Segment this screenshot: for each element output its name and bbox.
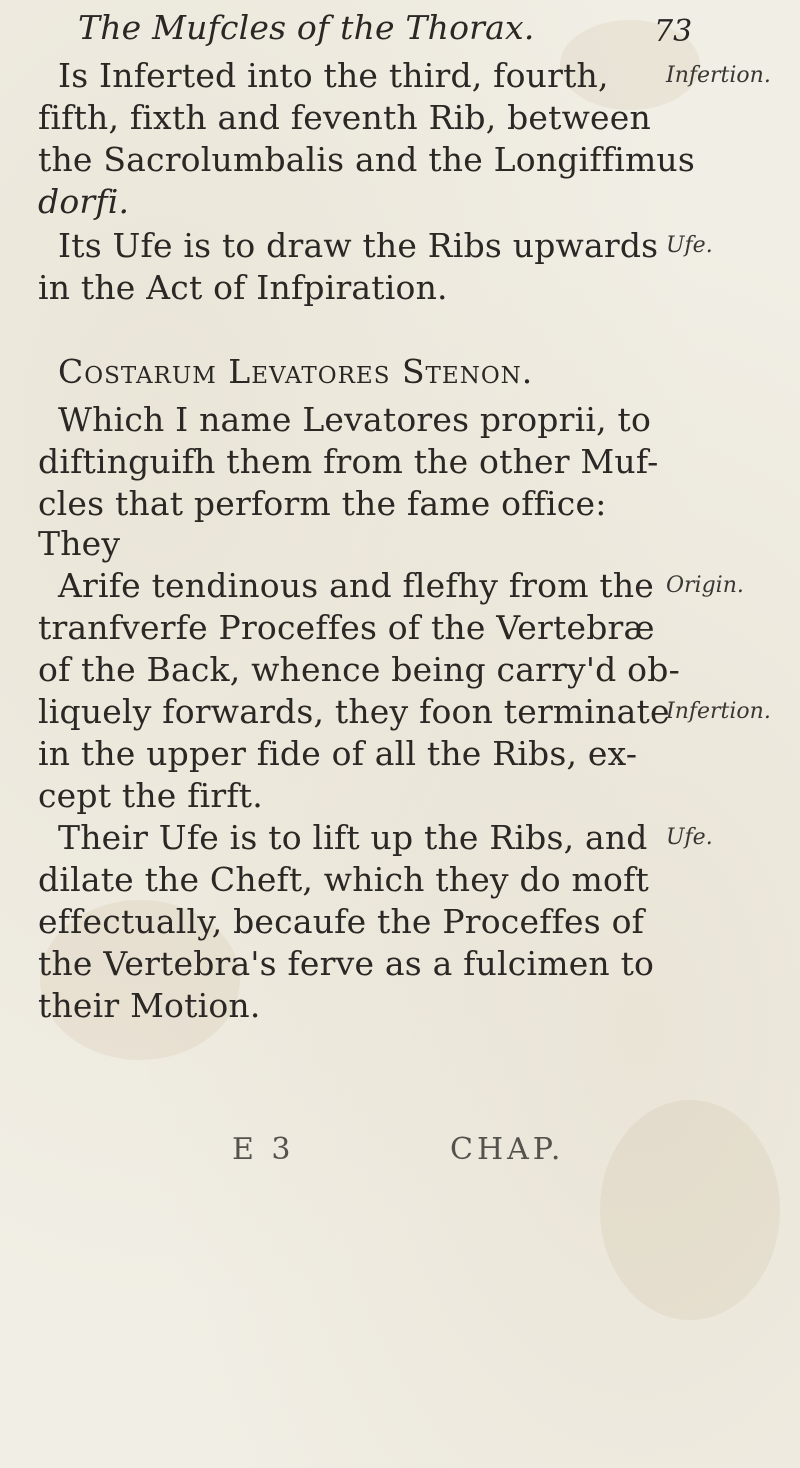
text-line: Its Ufe is to draw the Ribs upwards [58, 226, 659, 265]
text-line: Their Ufe is to lift up the Ribs, and [58, 818, 648, 857]
text-line: They [38, 524, 121, 563]
text-line: tranfverfe Proceffes of the Vertebræ [38, 608, 655, 647]
margin-note: Infertion. [666, 699, 771, 724]
text-line: in the Act of Infpiration. [38, 268, 448, 307]
text-line: in the upper fide of all the Ribs, ex- [38, 734, 638, 773]
margin-note: Ufe. [666, 825, 713, 850]
text-line: dorfi. [38, 182, 130, 221]
margin-note: Origin. [666, 573, 744, 598]
margin-note: Infertion. [666, 63, 771, 88]
text-line: Is Inferted into the third, fourth, [58, 56, 609, 95]
text-line: Arife tendinous and flefhy from the [58, 566, 655, 605]
text-line: the Vertebra's ferve as a fulcimen to [38, 944, 655, 983]
text-line: their Motion. [38, 986, 261, 1025]
text-line: of the Back, whence being carry'd ob- [38, 650, 680, 689]
margin-note: Ufe. [666, 233, 713, 258]
text-line: cles that perform the fame office: [38, 484, 607, 523]
catchword: CHAP. [450, 1132, 565, 1167]
text-line: dilate the Cheft, which they do moft [38, 860, 649, 899]
text-line: diftinguifh them from the other Muf- [38, 442, 659, 481]
signature-mark: E 3 [232, 1132, 295, 1167]
text-line: effectually, becaufe the Proceffes of [38, 902, 645, 941]
page-number: 73 [654, 14, 693, 49]
paper-stain [600, 1100, 780, 1320]
text-line: fifth, fixth and feventh Rib, between [38, 98, 651, 137]
text-line: liquely forwards, they foon terminate [38, 692, 670, 731]
text-line: the Sacrolumbalis and the Longiffimus [38, 140, 696, 179]
text-line: Which I name Levatores proprii, to [58, 400, 652, 439]
text-line: cept the firft. [38, 776, 263, 815]
running-title: The Mufcles of the Thorax. [78, 8, 535, 47]
section-heading: Costarum Levatores Stenon. [58, 352, 534, 391]
